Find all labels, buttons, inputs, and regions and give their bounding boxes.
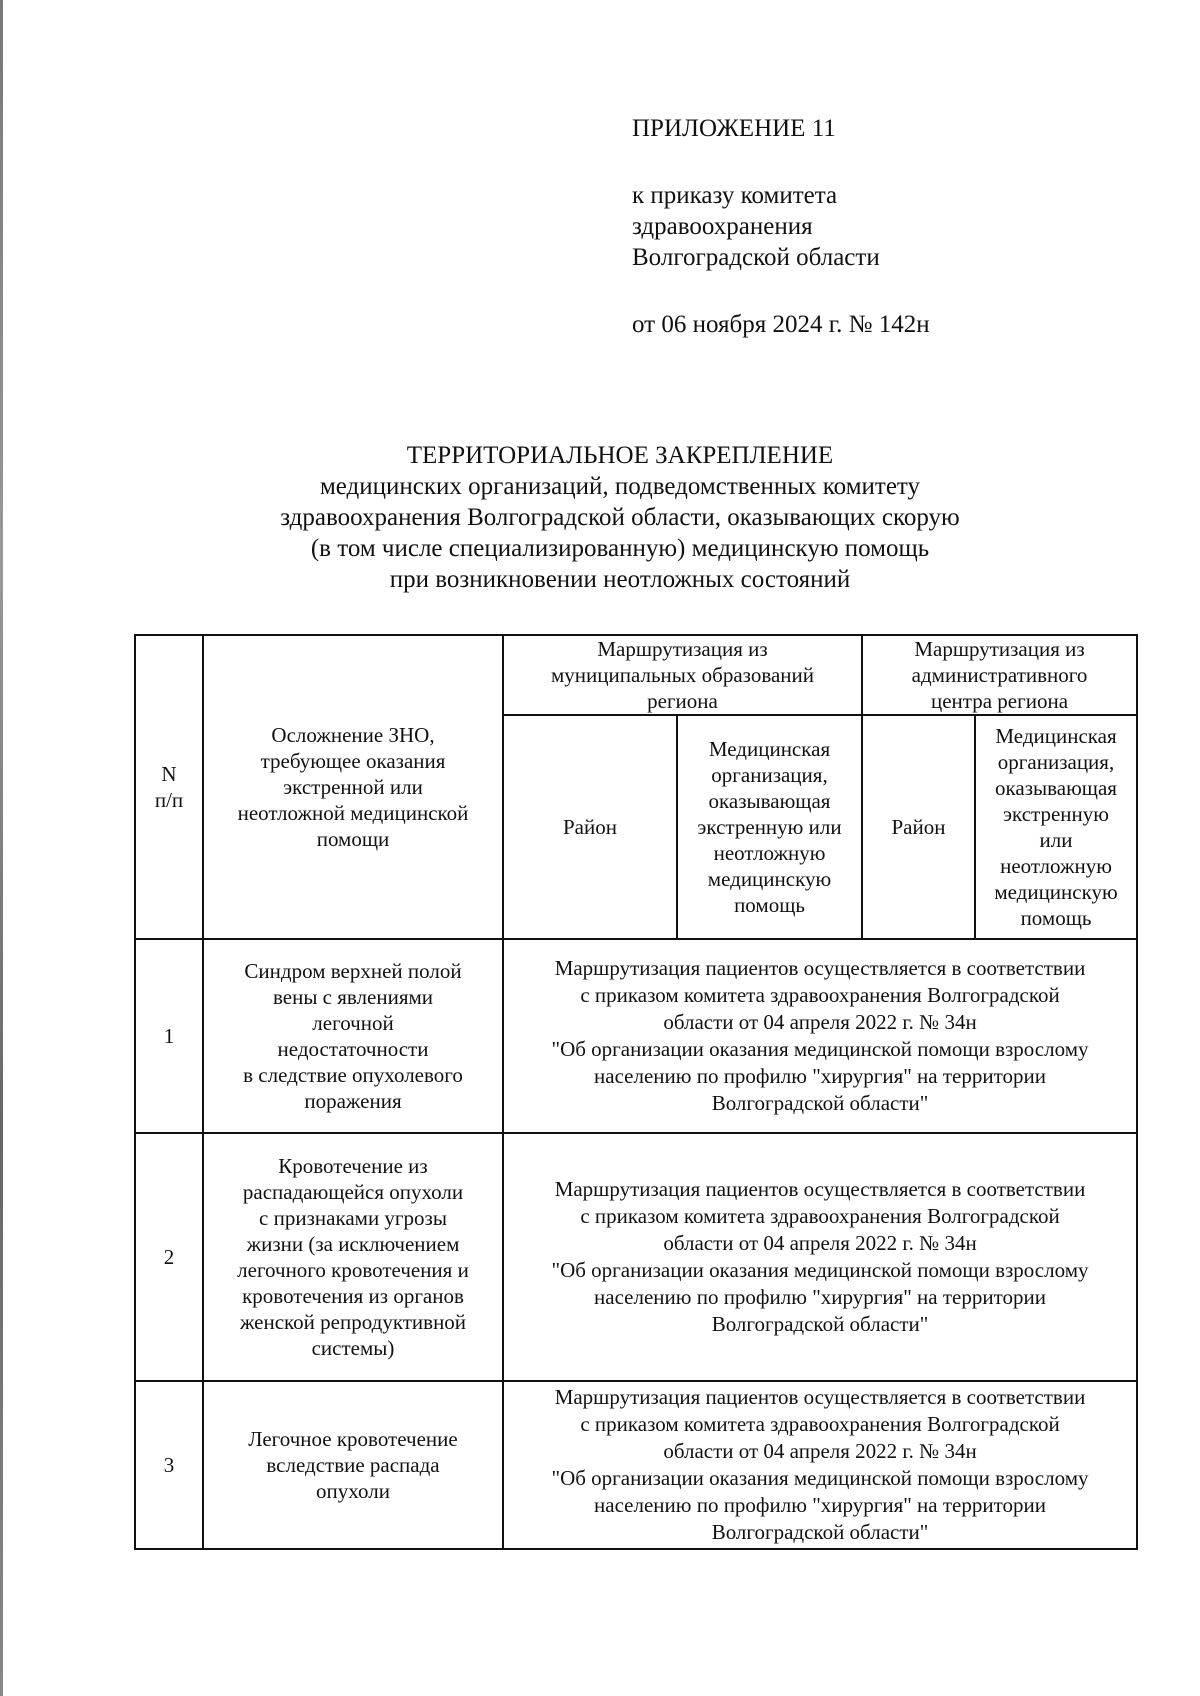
appendix-reference-line: здравоохранения — [632, 213, 813, 240]
document-title-line: здравоохранения Волгоградской области, оказывающих скорую — [280, 504, 960, 531]
row-routing: Маршрутизация пациентов осуществляется в соответствии с приказом комитета здравоохранения Волгоградской области от 04 апреля 2022 г. № 34н "Об организации оказания медицинской помощи взрослому населению по профилю "хирургия" на территории Волгоградской области" — [503, 1133, 1137, 1381]
appendix-reference-line: Волгоградской области — [632, 244, 880, 271]
header-group-municipal: Маршрутизация из муниципальных образований региона — [503, 635, 862, 715]
row-num: 2 — [135, 1133, 203, 1381]
appendix-reference — [632, 180, 880, 273]
row-num: 1 — [135, 939, 203, 1133]
document-title-line: при возникновении неотложных состояний — [389, 566, 851, 593]
header-complication: Осложнение ЗНО, требующее оказания экстренной или неотложной медицинской помощи — [203, 635, 503, 939]
document-title-line: ТЕРРИТОРИАЛЬНОЕ ЗАКРЕПЛЕНИЕ — [406, 442, 834, 469]
row-complication: Синдром верхней полой вены с явлениями легочной недостаточности в следствие опухолевого поражения — [203, 939, 503, 1133]
document-title-line: (в том числе специализированную) медицинскую помощь — [310, 535, 930, 562]
row-complication: Кровотечение из распадающейся опухоли с признаками угрозы жизни (за исключением легочного кровотечения и кровотечения из органов женской репродуктивной системы) — [203, 1133, 503, 1381]
header-group-admin: Маршрутизация из административного центра региона — [862, 635, 1137, 715]
document-title — [230, 440, 1010, 595]
table-row — [135, 939, 1137, 1133]
table-row — [135, 1133, 1137, 1381]
appendix-title: ПРИЛОЖЕНИЕ 11 — [632, 115, 836, 142]
row-routing: Маршрутизация пациентов осуществляется в соответствии с приказом комитета здравоохранения Волгоградской области от 04 апреля 2022 г. № 34н "Об организации оказания медицинской помощи взрослому населению по профилю "хирургия" на территории Волгоградской области" — [503, 1381, 1137, 1549]
scan-edge — [0, 0, 3, 1696]
appendix-reference-line: к приказу комитета — [632, 182, 838, 209]
row-num: 3 — [135, 1381, 203, 1549]
row-routing: Маршрутизация пациентов осуществляется в соответствии с приказом комитета здравоохранения Волгоградской области от 04 апреля 2022 г. № 34н "Об организации оказания медицинской помощи взрослому населению по профилю "хирургия" на территории Волгоградской области" — [503, 939, 1137, 1133]
appendix-date: от 06 ноября 2024 г. № 142н — [632, 311, 930, 338]
header-num: N п/п — [135, 635, 203, 939]
table-row — [135, 1381, 1137, 1549]
header-district-admin: Район — [862, 715, 975, 939]
header-org-admin: Медицинская организация, оказывающая экстренную или неотложную медицинскую помощь — [975, 715, 1137, 939]
document-title-line: медицинских организаций, подведомственных комитету — [319, 473, 921, 500]
header-district-municipal: Район — [503, 715, 677, 939]
routing-table — [134, 634, 1138, 1550]
row-complication: Легочное кровотечение вследствие распада опухоли — [203, 1381, 503, 1549]
header-org-municipal: Медицинская организация, оказывающая экстренную или неотложную медицинскую помощь — [677, 715, 862, 939]
